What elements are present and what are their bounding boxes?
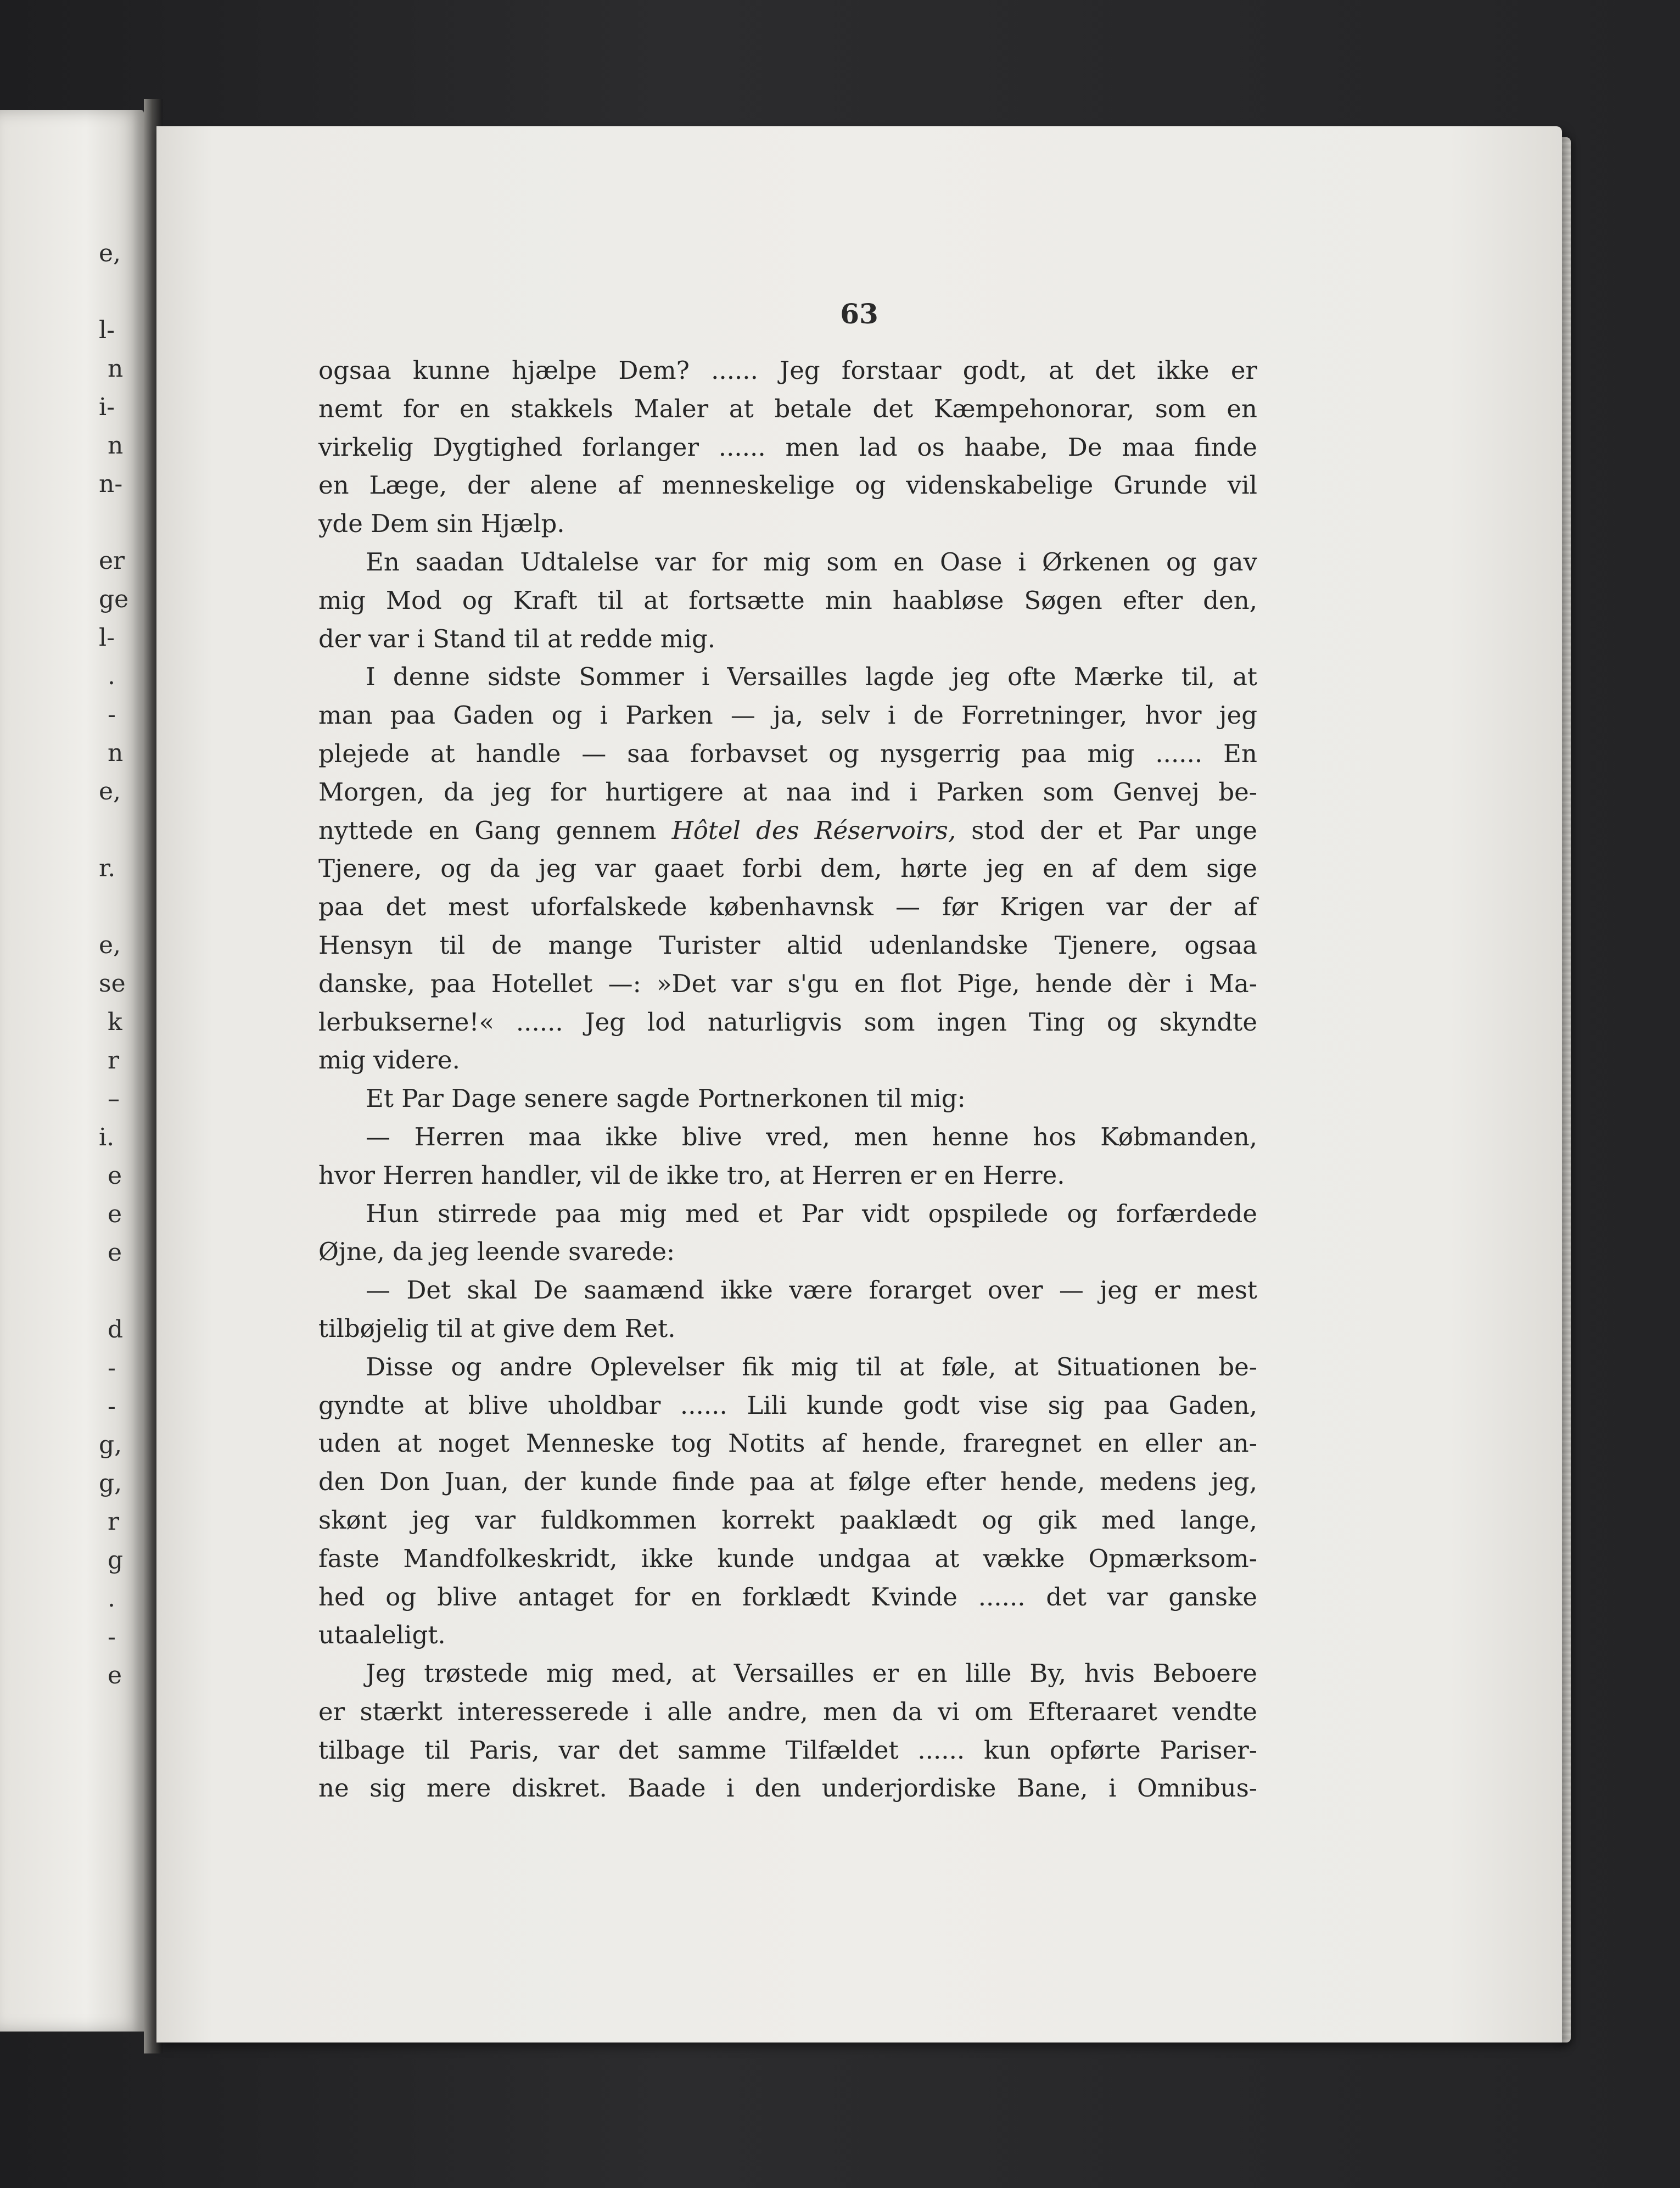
left-page-fragment: – <box>108 1085 120 1113</box>
text-line: yde Dem sin Hjælp. <box>318 509 565 539</box>
left-page-fragment: r. <box>99 854 116 882</box>
text-line: Et Par Dage senere sagde Portnerkonen til mig: <box>366 1084 966 1113</box>
left-page-fragment: l- <box>99 624 115 652</box>
text-line: hvor Herren handler, vil de ikke tro, at Herren er en Herre. <box>318 1160 1065 1190</box>
left-page-fragment: e <box>108 1162 122 1190</box>
text-line: — Herren maa ikke blive vred, men henne hos Købmanden, <box>366 1122 1257 1151</box>
left-page-fragment: e <box>108 1661 122 1689</box>
left-page-fragment: l- <box>99 316 115 344</box>
left-page-fragment: n <box>108 432 124 460</box>
left-page-fragment: g, <box>99 1469 122 1497</box>
text-line: plejede at handle — saa forbavset og nysgerrig paa mig ...... En <box>318 738 1257 768</box>
text-line: Øjne, da jeg leende svarede: <box>318 1237 675 1267</box>
left-page-fragment: - <box>108 1623 116 1651</box>
text-line: paa det mest uforfalskede københavnsk — før Krigen var der af <box>318 892 1257 922</box>
left-page-fragment: i. <box>99 1123 115 1151</box>
left-page-fragment: - <box>108 701 116 729</box>
left-page-fragment: e, <box>99 777 121 805</box>
text-line: lerbukserne!« ...... Jeg lod naturligvis som ingen Ting og skyndte <box>318 1007 1257 1037</box>
text-line: hed og blive antaget for en forklædt Kvinde ...... det var ganske <box>318 1582 1257 1611</box>
left-page-fragment: e, <box>99 239 121 267</box>
text-line: der var i Stand til at redde mig. <box>318 624 716 653</box>
italic-hotel-name: Hôtel des Réservoirs, <box>671 815 956 845</box>
left-page-fragment: e, <box>99 931 121 959</box>
left-page-fragment: n- <box>99 470 123 498</box>
left-page-fragment: ge <box>99 585 129 613</box>
left-page-fragment: g, <box>99 1431 122 1459</box>
text-line: skønt jeg var fuldkommen korrekt paaklædt og gik med lange, <box>318 1505 1257 1535</box>
text-line: virkelig Dygtighed forlanger ...... men lad os haabe, De maa finde <box>318 432 1257 462</box>
text-line: uden at noget Menneske tog Notits af hende, fraregnet en eller an- <box>318 1429 1257 1458</box>
left-page-fragment: e <box>108 1200 122 1228</box>
text-fragment: nyttede en Gang gennem <box>318 815 672 845</box>
text-line: nemt for en stakkels Maler at betale det Kæmpehonorar, som en <box>318 394 1257 423</box>
text-line: man paa Gaden og i Parken — ja, selv i de Forretninger, hvor jeg <box>318 701 1257 730</box>
text-line: er stærkt interesserede i alle andre, men da vi om Efteraaret vendte <box>318 1697 1257 1726</box>
text-line: danske, paa Hotellet —: »Det var s'gu en flot Pige, hende dèr i Ma- <box>318 969 1257 998</box>
left-page-fragment: n <box>108 355 124 383</box>
text-line: ne sig mere diskret. Baade i den underjordiske Bane, i Omnibus- <box>318 1773 1257 1803</box>
text-line: Disse og andre Oplevelser fik mig til at føle, at Situationen be- <box>366 1352 1257 1381</box>
text-line: ogsaa kunne hjælpe Dem? ...... Jeg forstaar godt, at det ikke er <box>318 356 1257 385</box>
text-line: Morgen, da jeg for hurtigere at naa ind i Parken som Genvej be- <box>318 777 1257 807</box>
left-page-fragment: r <box>108 1508 120 1536</box>
left-page-fragment: e <box>108 1239 122 1267</box>
left-page-fragment: d <box>108 1316 124 1344</box>
left-page-fragment: r <box>108 1047 120 1075</box>
left-page <box>0 110 144 2032</box>
body-text <box>318 351 1257 1808</box>
left-page-fragment: se <box>99 970 126 998</box>
left-page-fragment: g <box>108 1546 124 1574</box>
text-line: tilbøjelig til at give dem Ret. <box>318 1313 676 1343</box>
text-line: den Don Juan, der kunde finde paa at følge efter hende, medens jeg, <box>318 1467 1257 1497</box>
text-line: Jeg trøstede mig med, at Versailles er en lille By, hvis Beboere <box>366 1659 1257 1688</box>
text-line: utaaleligt. <box>318 1620 446 1650</box>
text-fragment: stod der et Par unge <box>956 815 1257 845</box>
text-line: mig videre. <box>318 1045 460 1075</box>
text-line: — Det skal De saamænd ikke være forarget over — jeg er mest <box>366 1275 1257 1305</box>
text-line: faste Mandfolkeskridt, ikke kunde undgaa at vække Opmærksom- <box>318 1543 1257 1573</box>
text-line: mig Mod og Kraft til at fortsætte min haabløse Søgen efter den, <box>318 585 1257 615</box>
left-page-fragment: - <box>108 1392 116 1420</box>
text-line: En saadan Udtalelse var for mig som en Oase i Ørkenen og gav <box>366 547 1257 577</box>
left-page-fragment: . <box>108 1585 115 1613</box>
text-line: tilbage til Paris, var det samme Tilfældet ...... kun opførte Pariser- <box>318 1735 1257 1765</box>
left-page-fragment: . <box>108 662 115 690</box>
text-line: Hensyn til de mange Turister altid udenlandske Tjenere, ogsaa <box>318 930 1257 960</box>
text-line <box>318 812 1257 850</box>
left-page-fragment: - <box>108 1354 116 1382</box>
left-page-fragment: n <box>108 739 124 767</box>
text-line: Hun stirrede paa mig med et Par vidt opspilede og forfærdede <box>366 1199 1257 1228</box>
left-page-fragment: er <box>99 547 125 575</box>
page-number: 63 <box>840 298 878 330</box>
right-page <box>156 126 1562 2042</box>
text-line: en Læge, der alene af menneskelige og videnskabelige Grunde vil <box>318 471 1257 500</box>
left-page-fragment: k <box>108 1008 122 1036</box>
text-line: Tjenere, og da jeg var gaaet forbi dem, hørte jeg en af dem sige <box>318 854 1257 883</box>
text-line: gyndte at blive uholdbar ...... Lili kunde godt vise sig paa Gaden, <box>318 1390 1257 1420</box>
left-page-fragment: i- <box>99 393 115 421</box>
text-line: I denne sidste Sommer i Versailles lagde jeg ofte Mærke til, at <box>366 662 1257 692</box>
